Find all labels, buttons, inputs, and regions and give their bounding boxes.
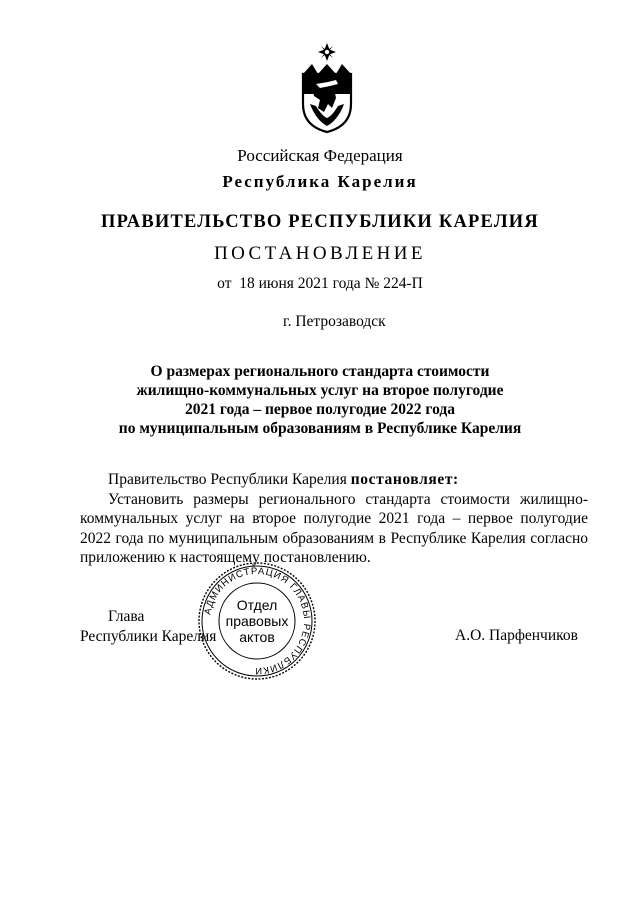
resolution-intro — [80, 470, 588, 490]
document-body — [80, 470, 588, 568]
republic-name: Республика Карелия — [222, 172, 418, 191]
signatory-name: А.О. Парфенчиков — [455, 627, 578, 644]
government-name: ПРАВИТЕЛЬСТВО РЕСПУБЛИКИ КАРЕЛИЯ — [101, 212, 539, 232]
stamp-line: Отдел — [236, 597, 278, 613]
intro-text: Правительство Республики Карелия — [108, 471, 351, 488]
document-city: г. Петрозаводск — [283, 313, 386, 330]
resolution-paragraph: Установить размеры регионального стандарта стоимости жилищно-коммунальных услуг на второе полугодие 2021 года – первое полугодие 2022 года по муниципальным образованиям в Республике Карелия согласно приложению к настоящему постановлению. — [80, 490, 588, 566]
stamp-ring-text: АДМИНИСТРАЦИЯ ГЛАВЫ РЕСПУБЛИКИ — [202, 565, 313, 677]
position-line-1: Глава — [108, 608, 145, 625]
document-type: ПОСТАНОВЛЕНИЕ — [214, 243, 426, 264]
stamp-line: актов — [239, 629, 275, 645]
coat-of-arms-icon — [298, 42, 356, 134]
country-name: Российская Федерация — [237, 146, 403, 165]
stamp-line: правовых — [225, 613, 289, 629]
intro-bold: постановляет: — [350, 471, 459, 488]
title-line: по муниципальным образованиям в Республике Карелия — [118, 420, 522, 437]
official-stamp-icon — [196, 560, 318, 682]
title-line: жилищно-коммунальных услуг на второе полугодие — [136, 382, 504, 399]
document-title — [0, 362, 640, 438]
title-line: О размерах регионального стандарта стоимости — [150, 363, 490, 380]
title-line: 2021 года – первое полугодие 2022 года — [185, 401, 455, 418]
document-date-number: от 18 июня 2021 года № 224-П — [217, 275, 423, 292]
position-line-2: Республики Карелия — [80, 627, 217, 645]
